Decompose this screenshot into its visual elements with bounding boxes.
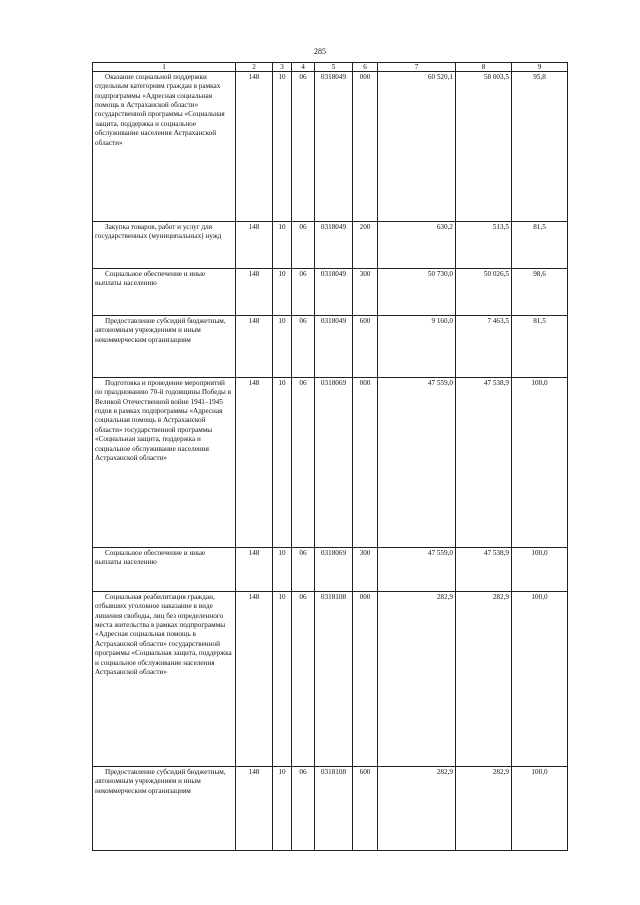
cell-approved: 47 559,0: [378, 548, 456, 592]
cell-target-article: 0318069: [315, 548, 353, 592]
cell-approved: 60 520,1: [378, 72, 456, 222]
cell-subsection: 06: [292, 592, 315, 767]
cell-admin-code: 148: [236, 767, 273, 851]
cell-admin-code: 148: [236, 378, 273, 548]
cell-percent: 100,0: [512, 378, 568, 548]
cell-approved: 630,2: [378, 222, 456, 269]
budget-table: [92, 62, 568, 851]
row-name: Социальное обеспечение и иные выплаты населению: [93, 269, 236, 316]
column-header: 9: [512, 63, 568, 72]
page-number: 285: [314, 47, 326, 56]
column-header: 8: [456, 63, 512, 72]
cell-admin-code: 148: [236, 548, 273, 592]
cell-approved: 50 730,0: [378, 269, 456, 316]
cell-executed: 47 538,9: [456, 548, 512, 592]
cell-expense-type: 000: [353, 592, 378, 767]
cell-section: 10: [273, 316, 292, 378]
cell-section: 10: [273, 767, 292, 851]
cell-executed: 50 026,5: [456, 269, 512, 316]
cell-section: 10: [273, 269, 292, 316]
table-row: [93, 767, 568, 851]
column-header: 7: [378, 63, 456, 72]
cell-executed: 47 538,9: [456, 378, 512, 548]
cell-percent: 100,0: [512, 592, 568, 767]
table-row: [93, 222, 568, 269]
cell-subsection: 06: [292, 316, 315, 378]
cell-executed: 282,9: [456, 592, 512, 767]
cell-expense-type: 600: [353, 316, 378, 378]
row-name: Оказание социальной поддержки отдельным категориям граждан в рамках подпрограммы «Адресная социальная помощь в Астраханской области» государственной программы «Социальная защита, поддержка и социальное обслуживание населения Астраханской области»: [93, 72, 236, 222]
cell-subsection: 06: [292, 72, 315, 222]
column-header: 3: [273, 63, 292, 72]
column-number-row: [93, 63, 568, 72]
cell-percent: 100,0: [512, 548, 568, 592]
column-header: 6: [353, 63, 378, 72]
table-row: [93, 592, 568, 767]
cell-section: 10: [273, 378, 292, 548]
cell-approved: 282,9: [378, 592, 456, 767]
cell-admin-code: 148: [236, 269, 273, 316]
cell-subsection: 06: [292, 222, 315, 269]
cell-approved: 282,9: [378, 767, 456, 851]
cell-target-article: 0318049: [315, 316, 353, 378]
row-name: Предоставление субсидий бюджетным, автономным учреждениям и иным некоммерческим организациям: [93, 316, 236, 378]
cell-percent: 95,8: [512, 72, 568, 222]
cell-section: 10: [273, 72, 292, 222]
cell-subsection: 06: [292, 767, 315, 851]
row-name: Социальное обеспечение и иные выплаты населению: [93, 548, 236, 592]
row-name: Закупка товаров, работ и услуг для государственных (муниципальных) нужд: [93, 222, 236, 269]
row-name: Предоставление субсидий бюджетным, автономным учреждениям и иным некоммерческим организациям: [93, 767, 236, 851]
cell-admin-code: 148: [236, 222, 273, 269]
cell-subsection: 06: [292, 269, 315, 316]
cell-section: 10: [273, 222, 292, 269]
row-name: Подготовка и проведение мероприятий по празднованию 70-й годовщины Победы в Великой Отечественной войне 1941–1945 годов в рамках подпрограммы «Адресная социальная помощь в Астраханской области» государственной программы «Социальная защита, поддержка и социальное обслуживание населения Астраханской области»: [93, 378, 236, 548]
table-row: [93, 269, 568, 316]
cell-executed: 282,9: [456, 767, 512, 851]
cell-expense-type: 200: [353, 222, 378, 269]
table-row: [93, 316, 568, 378]
column-header: 1: [93, 63, 236, 72]
column-header: 4: [292, 63, 315, 72]
cell-target-article: 0318049: [315, 222, 353, 269]
cell-target-article: 0318108: [315, 767, 353, 851]
cell-expense-type: 600: [353, 767, 378, 851]
cell-expense-type: 000: [353, 378, 378, 548]
cell-section: 10: [273, 592, 292, 767]
cell-executed: 58 003,5: [456, 72, 512, 222]
cell-expense-type: 300: [353, 548, 378, 592]
cell-admin-code: 148: [236, 72, 273, 222]
cell-subsection: 06: [292, 378, 315, 548]
cell-executed: 7 463,5: [456, 316, 512, 378]
cell-expense-type: 300: [353, 269, 378, 316]
cell-section: 10: [273, 548, 292, 592]
cell-approved: 9 160,0: [378, 316, 456, 378]
cell-percent: 81,5: [512, 316, 568, 378]
cell-percent: 100,0: [512, 767, 568, 851]
cell-executed: 513,5: [456, 222, 512, 269]
cell-admin-code: 148: [236, 316, 273, 378]
cell-target-article: 0318069: [315, 378, 353, 548]
table-row: [93, 548, 568, 592]
column-header: 2: [236, 63, 273, 72]
cell-admin-code: 148: [236, 592, 273, 767]
cell-target-article: 0318108: [315, 592, 353, 767]
cell-percent: 98,6: [512, 269, 568, 316]
cell-percent: 81,5: [512, 222, 568, 269]
cell-approved: 47 559,0: [378, 378, 456, 548]
cell-target-article: 0318049: [315, 72, 353, 222]
cell-target-article: 0318049: [315, 269, 353, 316]
table-row: [93, 378, 568, 548]
row-name: Социальная реабилитация граждан, отбывших уголовное наказание в виде лишения свободы, лиц без определенного места жительства в рамках подпрограммы «Адресная социальная помощь в Астраханской области» государственной программы «Социальная защита, поддержка и социальное обслуживание населения Астраханской области»: [93, 592, 236, 767]
cell-expense-type: 000: [353, 72, 378, 222]
table-row: [93, 72, 568, 222]
column-header: 5: [315, 63, 353, 72]
cell-subsection: 06: [292, 548, 315, 592]
